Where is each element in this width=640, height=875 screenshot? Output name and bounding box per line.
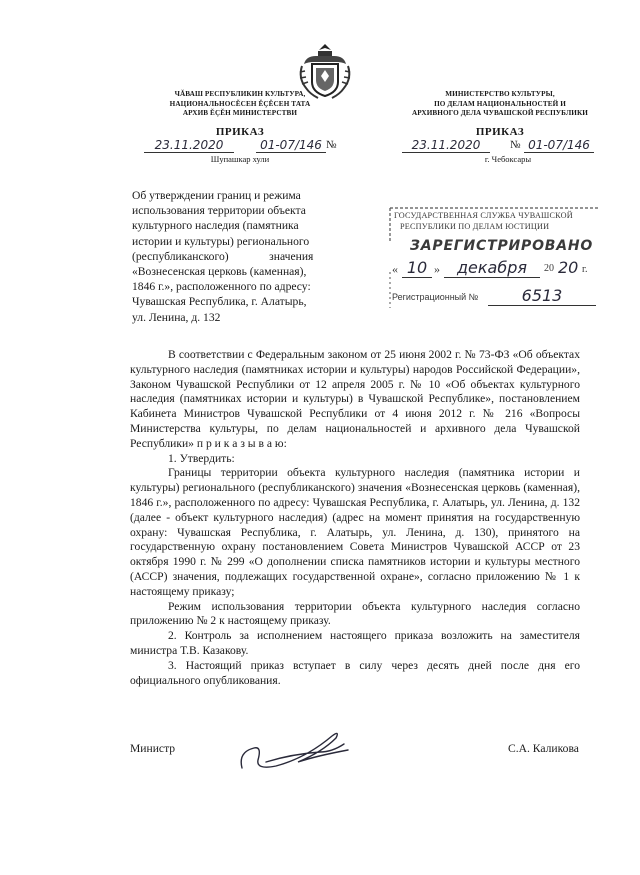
stamp-reg-label: Регистрационный № [392, 292, 479, 302]
body-item-3: 3. Настоящий приказ вступает в силу через десять дней после дня его официального опубликования. [130, 658, 580, 687]
subject-line: Чувашская Республика, г. Алатырь, [132, 295, 307, 309]
ministry-line: МИНИСТЕРСТВО КУЛЬТУРЫ, [445, 90, 555, 98]
signatory-name: С.А. Каликова [508, 742, 579, 755]
stamp-month: декабря [444, 258, 540, 278]
order-date-left: 23.11.2020 [144, 138, 234, 153]
signatory-position: Министр [130, 742, 176, 755]
registration-stamp [388, 206, 602, 310]
subject-line: истории и культуры) регионального [132, 234, 310, 248]
stamp-quote-close: » [434, 262, 440, 276]
number-sign-left: № [326, 139, 337, 151]
order-place-left: Шупашкар хули [210, 154, 270, 164]
order-body [130, 348, 580, 688]
subject-line: (республиканского) значения [132, 249, 314, 263]
ministry-line: АРХИВНОГО ДЕЛА ЧУВАШСКОЙ РЕСПУБЛИКИ [412, 109, 588, 118]
subject-line: Об утверждении границ и режима [132, 189, 301, 202]
order-subject [132, 188, 344, 325]
stamp-quote-open: « [392, 262, 398, 276]
stamp-registered: ЗАРЕГИСТРИРОВАНО [410, 238, 594, 254]
stamp-line-1: ГОСУДАРСТВЕННАЯ СЛУЖБА ЧУВАШСКОЙ [394, 211, 573, 220]
stamp-year-end: г. [582, 264, 588, 275]
stamp-line-2: РЕСПУБЛИКИ ПО ДЕЛАМ ЮСТИЦИИ [400, 222, 550, 231]
subject-line: ул. Ленина, д. 132 [132, 310, 221, 324]
ministry-line: ЧĂВАШ РЕСПУБЛИКИН КУЛЬТУРА, [174, 90, 306, 98]
order-title-right: ПРИКАЗ [475, 126, 525, 138]
stamp-reg-number: 6513 [488, 286, 596, 306]
number-sign-right: № [510, 139, 521, 151]
body-item-2: 2. Контроль за исполнением настоящего приказа возложить на заместителя министра Т.В. Казакову. [130, 629, 580, 657]
body-item-1a: Границы территории объекта культурного наследия (памятника истории и культуры) регионального (республиканского) значения «Вознесенская церковь (каменная), 1846 г.», расположенного по адресу: Чувашская Республика, г. Алатырь, ул. Ленина, д. 132 (далее - объект культурного наследия) (адрес на момент принятия на государственную охрану: Чувашская Республика, г. Алатырь, ул. Ленина, д. 130), принятого на государственную охрану постановлением Совета Министров Чувашской АССР от 23 октября 1990 г. № 299 «О дополнении списка памятников истории и культуры местного (АССР) значения, подлежащих государственной охране», согласно приложению № 1 к настоящему приказу; [130, 466, 580, 598]
order-place-right: г. Чебоксары [484, 154, 532, 164]
order-number-right: 01-07/146 [524, 138, 594, 153]
subject-line: использования территории объекта [132, 204, 306, 218]
body-preamble: В соответствии с Федеральным законом от 25 июня 2002 г. № 73-ФЗ «Об объектах культурного наследия (памятниках истории и культуры) народов Российской Федерации», Законом Чувашской Республики от 12 апреля 2005 г. № 10 «Об объектах культурного наследия (памятниках истории и культуры) в Чувашской Республике», постановлением Кабинета Министров Чувашской Республики от 4 июня 2012 г. № 216 «Вопросы Министерства культуры, по делам национальностей и архивного дела Чувашской Республики» п р и к а з ы в а ю: [130, 348, 580, 450]
body-item-1b: Режим использования территории объекта культурного наследия согласно приложению № 2 к настоящему приказу. [130, 599, 580, 628]
subject-line: культурного наследия (памятника [132, 219, 299, 233]
ministry-line: ПО ДЕЛАМ НАЦИОНАЛЬНОСТЕЙ И [434, 99, 566, 108]
stamp-year-suffix: 20 [558, 258, 579, 277]
stamp-year-prefix: 20 [544, 263, 554, 274]
ministry-name-chuvash [150, 90, 330, 119]
order-number-left: 01-07/146 [256, 138, 326, 153]
ministry-name-russian [400, 90, 600, 119]
body-item-1: 1. Утвердить: [168, 451, 235, 465]
order-title-left: ПРИКАЗ [215, 126, 265, 138]
stamp-day: 10 [402, 258, 432, 278]
subject-line: «Вознесенская церковь (каменная), [132, 265, 307, 279]
handwritten-signature [236, 722, 356, 778]
ministry-line: НАЦИОНАЛЬНОСĔСЕН ĔÇĔСЕН ТАТА [169, 99, 311, 108]
subject-line: 1846 г.», расположенного по адресу: [132, 280, 311, 294]
ministry-line: АРХИВ ĔÇĔН МИНИСТЕРСТВИ [182, 109, 298, 118]
order-date-right: 23.11.2020 [402, 138, 490, 153]
